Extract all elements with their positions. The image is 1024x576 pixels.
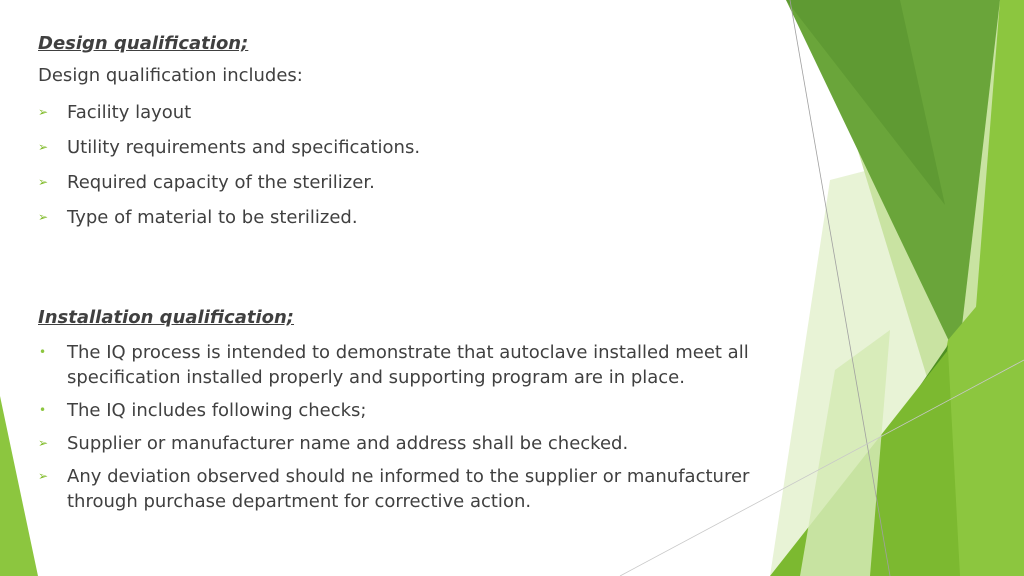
- left-edge-shape: [0, 396, 38, 576]
- list-item-text: Supplier or manufacturer name and address shall be checked.: [67, 433, 629, 454]
- list-item: [38, 398, 768, 423]
- list-item: [38, 431, 768, 456]
- arrow-bullet-icon: ➢: [38, 105, 49, 119]
- arrow-bullet-icon: ➢: [38, 210, 49, 224]
- list-item: [38, 464, 768, 514]
- arrow-bullet-icon: ➢: [38, 469, 49, 483]
- list-item-text: Any deviation observed should ne informed to the supplier or manufacturer through purchase department for corrective action.: [67, 466, 750, 512]
- list-item: [38, 100, 768, 125]
- list-item-text: Required capacity of the sterilizer.: [67, 172, 375, 193]
- list-item: [38, 205, 768, 230]
- list-item-text: The IQ includes following checks;: [67, 400, 367, 421]
- list-item-text: The IQ process is intended to demonstrate that autoclave installed meet all specification installed properly and supporting program are in place.: [67, 342, 749, 388]
- arrow-bullet-icon: ➢: [38, 436, 49, 450]
- slide-content: [38, 30, 768, 514]
- design-qualification-list: [38, 100, 768, 230]
- installation-qualification-section: [38, 304, 768, 514]
- list-item-text: Utility requirements and specifications.: [67, 137, 421, 158]
- list-item-text: Type of material to be sterilized.: [67, 207, 358, 228]
- installation-qualification-heading: Installation qualification;: [38, 307, 295, 328]
- list-item: [38, 135, 768, 160]
- dot-bullet-icon: •: [39, 403, 47, 417]
- installation-qualification-list: [38, 340, 768, 514]
- design-qualification-intro: Design qualification includes:: [38, 65, 303, 86]
- dot-bullet-icon: •: [39, 345, 47, 359]
- arrow-bullet-icon: ➢: [38, 175, 49, 189]
- list-item: [38, 340, 768, 390]
- list-item-text: Facility layout: [67, 102, 192, 123]
- arrow-bullet-icon: ➢: [38, 140, 49, 154]
- design-qualification-heading: Design qualification;: [38, 33, 249, 54]
- list-item: [38, 170, 768, 195]
